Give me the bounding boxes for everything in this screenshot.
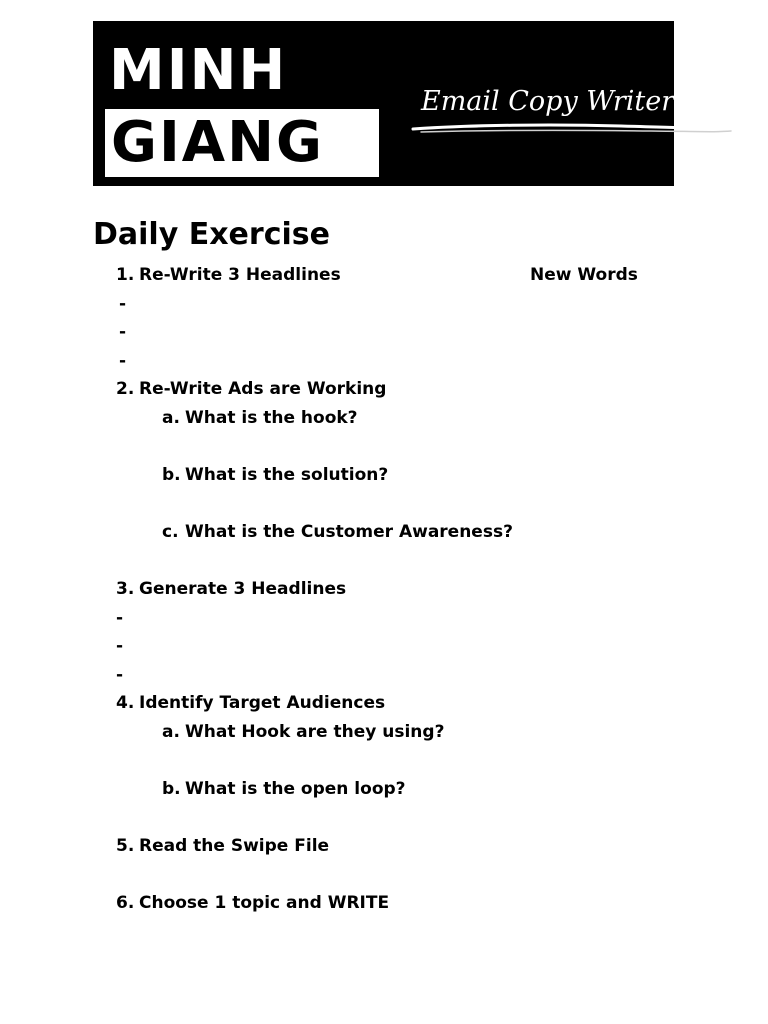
list-item-text: Generate 3 Headlines: [139, 579, 347, 599]
brand-name-line2: GIANG: [111, 110, 324, 175]
list-marker: a.: [162, 408, 180, 428]
page-title: Daily Exercise: [93, 217, 330, 252]
dash-bullet: -: [119, 322, 127, 342]
list-marker: 6.: [116, 893, 135, 913]
list-item-text: What is the Customer Awareness?: [185, 522, 513, 542]
sub-list-item: [162, 463, 389, 487]
brand-name-line1: MINH: [109, 38, 288, 103]
list-marker: c.: [162, 522, 179, 542]
list-item: [116, 891, 390, 915]
list-marker: 2.: [116, 379, 135, 399]
list-item-text: What Hook are they using?: [185, 722, 445, 742]
list-marker: 5.: [116, 836, 135, 856]
list-item-text: Choose 1 topic and WRITE: [139, 893, 390, 913]
list-item-text: What is the hook?: [185, 408, 358, 428]
list-marker: a.: [162, 722, 180, 742]
dash-bullet: -: [116, 665, 124, 685]
list-item-text: What is the solution?: [185, 465, 389, 485]
dash-bullet: -: [116, 636, 124, 656]
list-item-text: Re-Write 3 Headlines: [139, 265, 341, 285]
dash-bullet: -: [116, 608, 124, 628]
list-item-text: Read the Swipe File: [139, 836, 330, 856]
sub-list-item: [162, 520, 513, 544]
list-item-text: Re-Write Ads are Working: [139, 379, 387, 399]
list-marker: 3.: [116, 579, 135, 599]
dash-bullet: -: [119, 351, 127, 371]
list-item: [116, 377, 387, 401]
brand-name-box: [105, 109, 379, 177]
list-marker: b.: [162, 465, 181, 485]
list-marker: 4.: [116, 693, 135, 713]
list-marker: 1.: [116, 265, 135, 285]
list-item: [116, 834, 330, 858]
dash-bullet: -: [119, 294, 127, 314]
sub-list-item: [162, 406, 358, 430]
brush-stroke-icon: [411, 121, 741, 137]
list-item: [116, 577, 347, 601]
list-item-text: Identify Target Audiences: [139, 693, 386, 713]
list-marker: b.: [162, 779, 181, 799]
list-item: [116, 691, 386, 715]
tagline: Email Copy Writer: [421, 86, 675, 117]
sub-list-item: [162, 777, 406, 801]
header-banner: [93, 21, 674, 186]
new-words-label: New Words: [530, 265, 638, 285]
list-item: [116, 263, 341, 287]
list-item-text: What is the open loop?: [185, 779, 406, 799]
sub-list-item: [162, 720, 445, 744]
